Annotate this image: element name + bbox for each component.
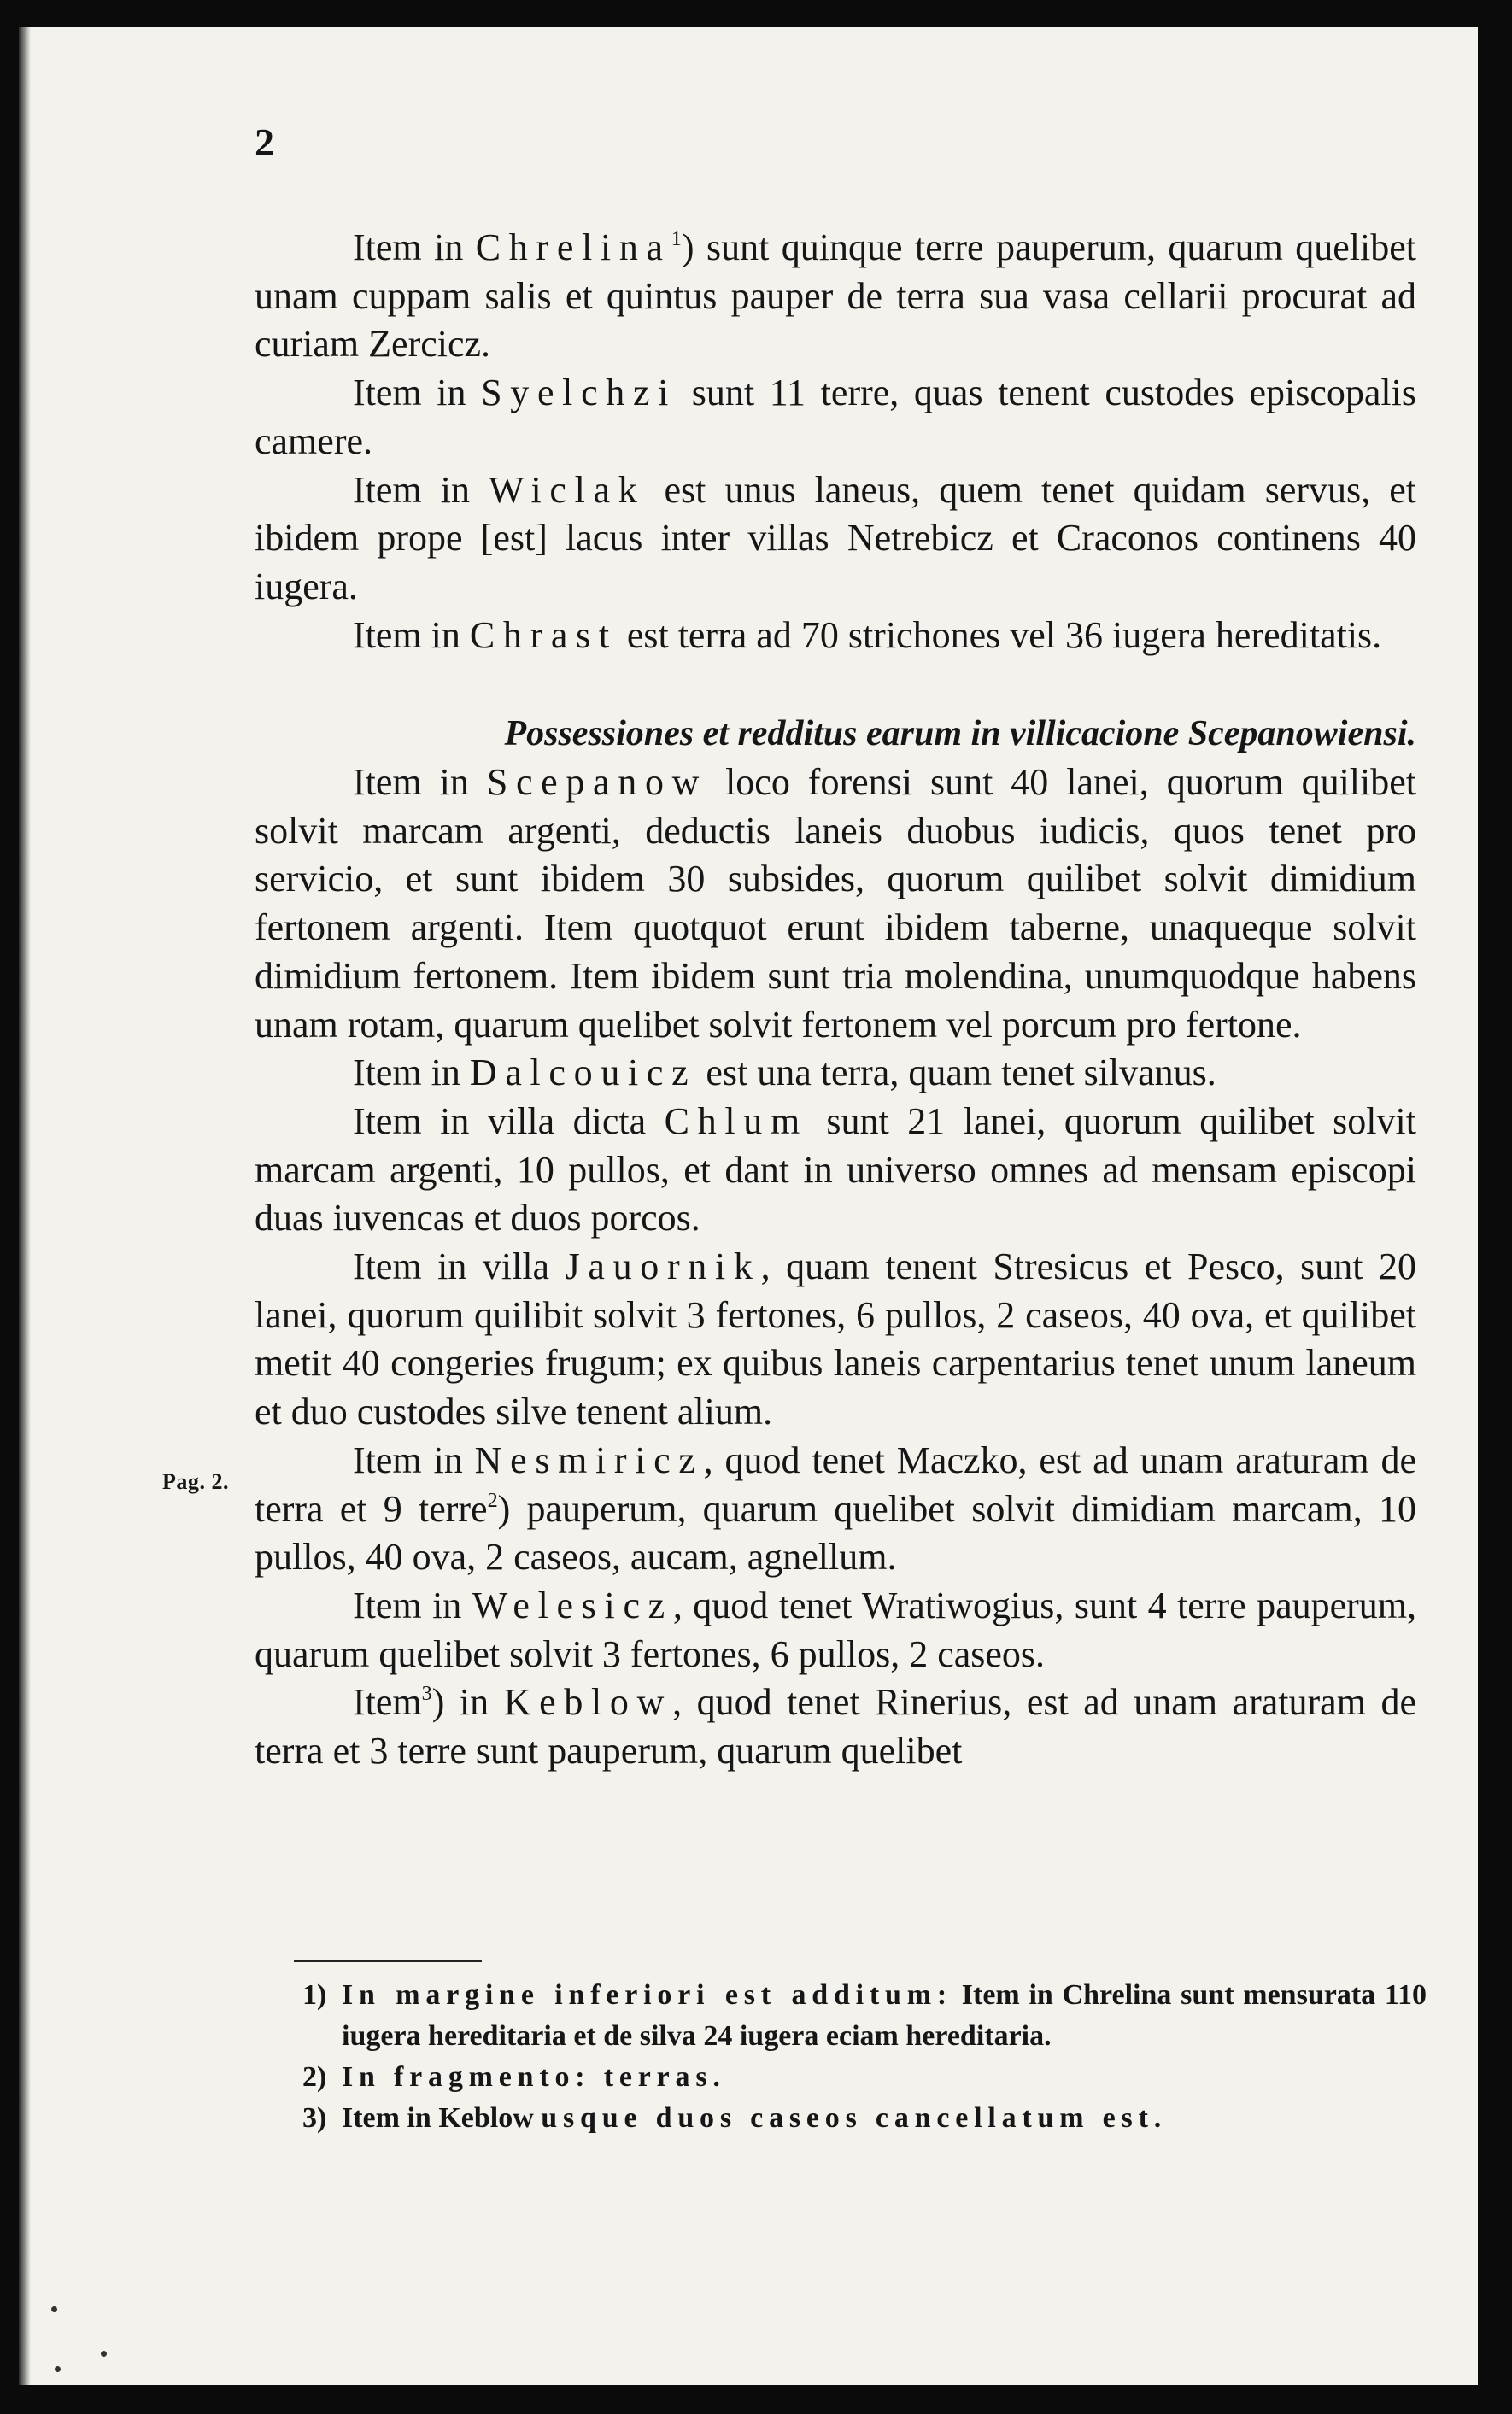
- footnote: 1) In margine inferiori est additum: Item in Chrelina sunt mensurata 110 iugera hereditaria et de silva 24 iugera eciam hereditaria.: [342, 1975, 1427, 2057]
- place-name: Chrelina: [475, 226, 671, 268]
- page-number: 2: [255, 120, 274, 164]
- place-name: Scepanow: [486, 761, 708, 804]
- footnote: 3) Item in Keblow usque duos caseos cancellatum est.: [342, 2098, 1427, 2139]
- footnote-ref: 1: [671, 227, 682, 251]
- paragraph: Item in Chrelina$^1$) sunt quinque terre pauperum, quarum quelibet unam cuppam salis et quintus pauper de terra sua vasa cellarii procurat ad curiam Zercicz.: [255, 226, 1417, 366]
- paragraph: Item in Syelchzi sunt 11 terre, quas tenent custodes episcopalis camere.: [255, 372, 1417, 462]
- paragraph: Item in Dalcouicz est una terra, quam tenet silvanus.: [353, 1052, 1216, 1094]
- page-edge-shadow: [19, 27, 31, 2385]
- place-name: Wiclak: [489, 468, 646, 511]
- place-name: Chlum: [664, 1099, 808, 1142]
- paragraph: Item in villa Jauornik, quam tenent Stresicus et Pesco, sunt 20 lanei, quorum quilibit solvit 3 fertones, 6 pullos, 2 caseos, 40 ova, et quilibet metit 40 congeries frugum; ex quibus laneis carpentarius tenet unum laneum et duo custodes silve tenent alium.: [255, 1245, 1416, 1433]
- paragraph: Item in villa dicta Chlum sunt 21 lanei, quorum quilibet solvit marcam argenti, 10 pullos, et dant in universo omnes ad mensam episcopi duas iuvencas et duos porcos.: [255, 1099, 1416, 1239]
- place-name: Syelchzi: [481, 372, 677, 414]
- footnote-mark: 2): [302, 2061, 327, 2093]
- scan-speck: [51, 2306, 57, 2312]
- paragraph: Item in Nesmiricz, quod tenet Maczko, est ad unam araturam de terra et 9 terre$^2$) pauperum, quarum quelibet solvit dimidiam marcam, 10 pullos, 40 ova, 2 caseos, aucam, agnellum.: [255, 1438, 1417, 1579]
- margin-note: Pag. 2.: [162, 1469, 230, 1494]
- footnote-ref: 3: [421, 1682, 432, 1706]
- footnote-divider: [294, 1960, 482, 1962]
- paragraph: Item in Chrast est terra ad 70 strichones vel 36 iugera hereditatis.: [353, 613, 1382, 656]
- scan-speck: [55, 2366, 61, 2372]
- scan-speck: [101, 2351, 107, 2357]
- footnote-mark: 1): [302, 1979, 327, 2011]
- place-name: Jauornik: [565, 1245, 761, 1288]
- paragraph: Item in Scepanow loco forensi sunt 40 lanei, quorum quilibet solvit marcam argenti, deductis laneis duobus iudicis, quos tenet pro servicio, et sunt ibidem 30 subsides, quorum quilibet solvit dimidium fertonem argenti. Item quotquot erunt ibidem taberne, unaqueque solvit dimidium fertonem. Item ibidem sunt tria molendina, unumquodque habens unam rotam, quarum quelibet solvit fertonem vel porcum pro fertone.: [255, 761, 1416, 1046]
- place-name: Keblow: [503, 1681, 673, 1724]
- footnote-ref: 2: [487, 1488, 498, 1512]
- footnote-mark: 3): [302, 2102, 327, 2134]
- section-heading: Possessiones et redditus earum in villicacione Scepanowiensi.: [504, 714, 1416, 754]
- paragraph: Item in Welesicz, quod tenet Wratiwogius, sunt 4 terre pauperum, quarum quelibet solvit 3 fertones, 6 pullos, 2 caseos.: [255, 1584, 1417, 1675]
- place-name: Welesicz: [472, 1584, 673, 1626]
- main-text: [255, 224, 1416, 1776]
- place-name: Chrast: [469, 613, 618, 656]
- place-name: Dalcouicz: [469, 1052, 697, 1094]
- footnotes: [302, 1975, 1427, 2139]
- footnote: 2) In fragmento: terras.: [342, 2057, 1427, 2098]
- paragraph: Item in Wiclak est unus laneus, quem tenet quidam servus, et ibidem prope [est] lacus inter villas Netrebicz et Craconos continens 40 iugera.: [255, 468, 1416, 607]
- paragraph: Item$^3$) in Keblow, quod tenet Rinerius, est ad unam araturam de terra et 3 terre sunt pauperum, quarum quelibet: [255, 1681, 1416, 1772]
- place-name: Nesmiricz: [474, 1438, 704, 1481]
